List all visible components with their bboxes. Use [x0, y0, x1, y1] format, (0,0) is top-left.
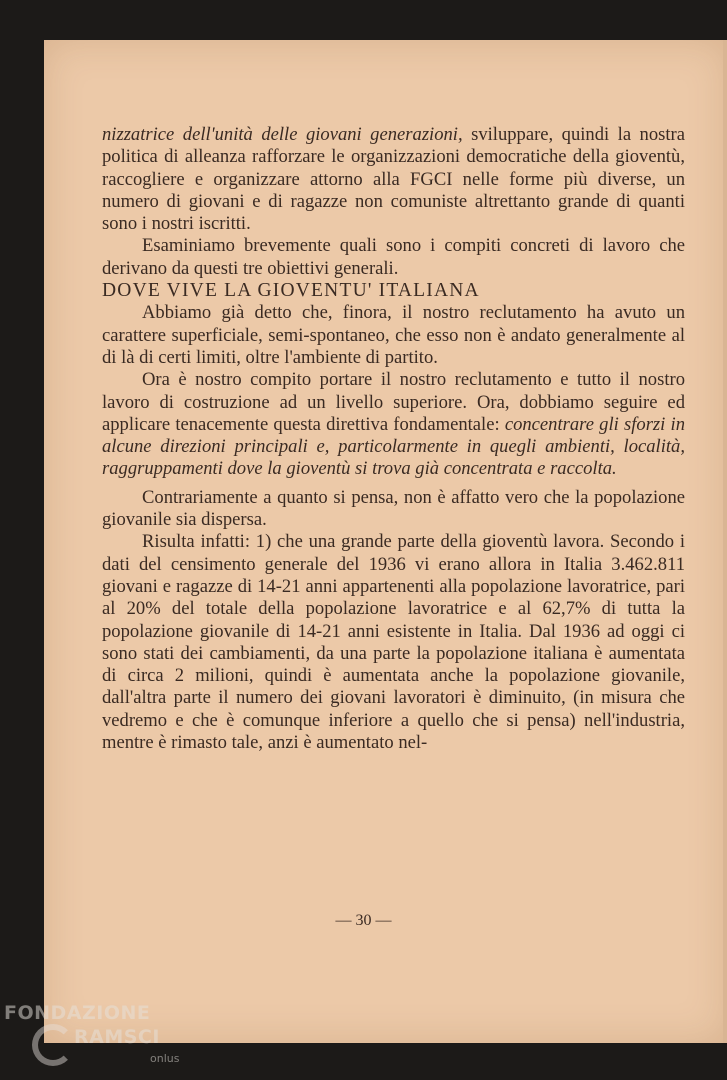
page-edge: [723, 40, 727, 1043]
watermark-line3: onlus: [150, 1052, 180, 1065]
page-number: — 30 —: [335, 912, 392, 929]
italic-fragment: nizzatrice dell'unità delle giovani generazioni,: [102, 124, 463, 145]
italic-fragment: concentrare gli sforzi in alcune direzioni principali e, particolarmente in quegli ambienti, località, raggruppamenti dove la gioventù si trova già concentrata e raccolta.: [102, 413, 685, 480]
watermark-line1: FONDAZIONE: [4, 1002, 151, 1024]
g-logo-icon: [32, 1024, 74, 1066]
paragraph-3: Contrariamente a quanto si pensa, non è affatto vero che la popolazione giovanile sia dispersa.: [102, 486, 685, 531]
paragraph-intro-1: [102, 124, 685, 235]
body-text: [102, 124, 685, 754]
fondazione-gramsci-watermark-logo: [4, 1000, 204, 1080]
paragraph-text: sviluppare, quindi la nostra politica di alleanza rafforzare le organizzazioni democratiche della gioventù, raccogliere e organizzare attorno alla FGCI nelle forme più diverse, un numero di giovani e di ragazze non comuniste altrettanto grande di quanti sono i nostri iscritti.: [102, 124, 685, 235]
paragraph-2: [102, 369, 685, 480]
watermark-line2: RAMSCI: [74, 1026, 160, 1048]
paragraph-text: Ora è nostro compito portare il nostro reclutamento e tutto il nostro lavoro di costruzione ad un livello superiore. Ora, dobbiamo seguire ed applicare tenacemente questa direttiva fondamentale:: [102, 369, 685, 435]
paragraph-intro-2: Esaminiamo brevemente quali sono i compiti concreti di lavoro che derivano da questi tre obiettivi generali.: [102, 235, 685, 279]
paragraph-4: Risulta infatti: 1) che una grande parte della gioventù lavora. Secondo i dati del censimento generale del 1936 vi erano allora in Italia 3.462.811 giovani e ragazze di 14-21 anni appartenenti alla popolazione lavoratrice, pari al 20% del totale della popolazione lavoratrice e al 62,7% di tutta la popolazione giovanile di 14-21 anni esistente in Italia. Dal 1936 ad oggi ci sono stati dei cambiamenti, da una parte la popolazione italiana è aumentata di circa 2 milioni, quindi è aumentata anche la popolazione giovanile, dall'altra parte il numero dei giovani lavoratori è diminuito, (in misura che vedremo e che è comunque inferiore a quello che si pensa) nell'industria, mentre è rimasto tale, anzi è aumentato nel-: [102, 531, 685, 754]
section-heading: DOVE VIVE LA GIOVENTU' ITALIANA: [102, 280, 480, 302]
paragraph-1: Abbiamo già detto che, finora, il nostro reclutamento ha avuto un carattere superficiale, semi-spontaneo, che esso non è andato generalmente al di là di certi limiti, oltre l'ambiente di partito.: [102, 302, 685, 368]
